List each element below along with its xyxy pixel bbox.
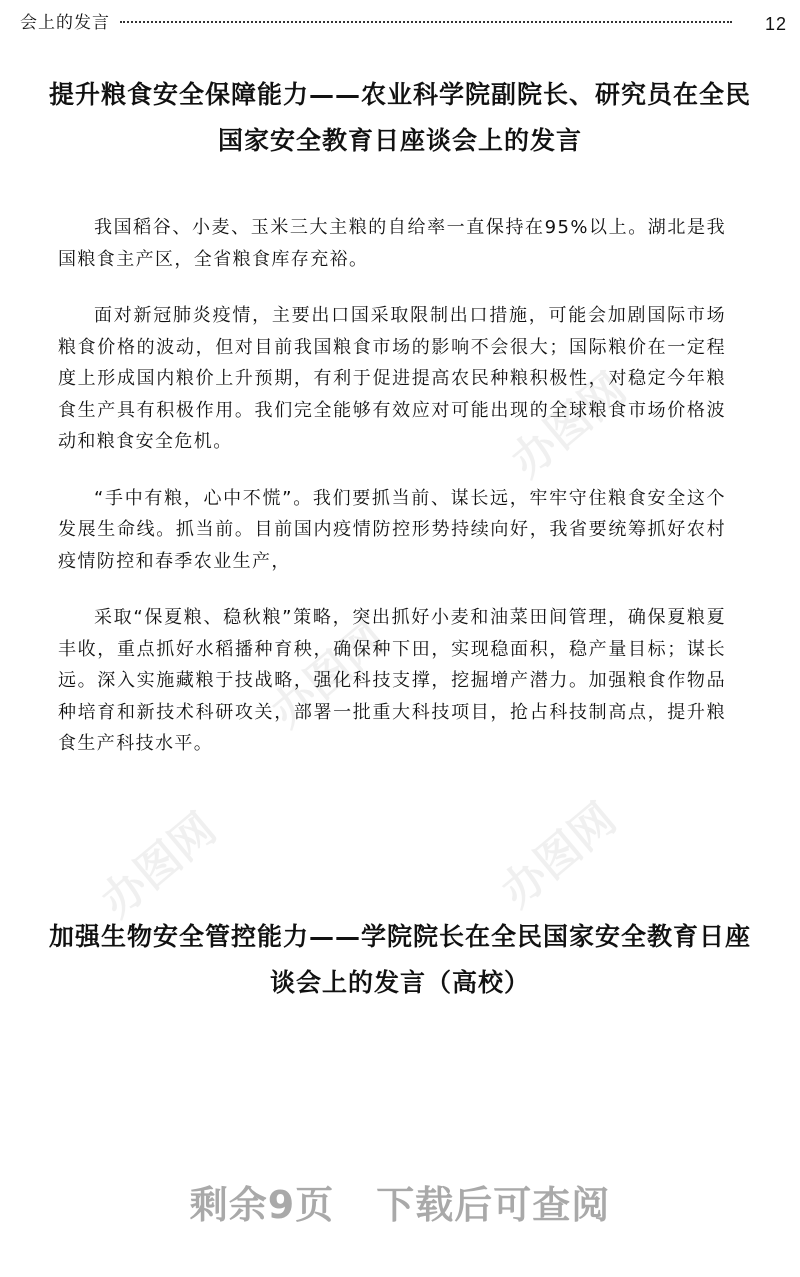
watermark: 办图网 bbox=[91, 803, 226, 928]
download-hint-text: 下载后可查阅 bbox=[376, 1183, 611, 1227]
paragraph: 采取“保夏粮、稳秋粮”策略，突出抓好小麦和油菜田间管理，确保夏粮夏丰收，重点抓好水稻播种育秧，确保种下田，实现稳面积，稳产量目标；谋长远。深入实施藏粮于技战略，强化科技支撑，挖掘增产潜力。加强粮食作物品种培育和新技术科研攻关，部署一批重大科技项目，抢占科技制高点，提升粮食生产科技水平。 bbox=[58, 607, 726, 754]
paragraph: 面对新冠肺炎疫情，主要出口国采取限制出口措施，可能会加剧国际市场粮食价格的波动，但对目前我国粮食市场的影响不会很大；国际粮价在一定程度上形成国内粮价上升预期，有利于促进提高农民种粮积极性，对稳定今年粮食生产具有积极作用。我们完全能够有效应对可能出现的全球粮食市场价格波动和粮食安全危机。 bbox=[58, 305, 726, 452]
paragraph: 我国稻谷、小麦、玉米三大主粮的自给率一直保持在95%以上。湖北是我国粮食主产区，全省粮食库存充裕。 bbox=[58, 217, 726, 270]
running-header bbox=[20, 8, 787, 38]
remaining-pages-text: 剩余9页 bbox=[189, 1183, 335, 1227]
section-title-line: 加强生物安全管控能力——学院院长在全民国家安全教育日座 bbox=[48, 922, 751, 951]
watermark: 办图网 bbox=[491, 793, 626, 918]
section-title bbox=[20, 914, 780, 1006]
page-number: 12 bbox=[764, 14, 787, 34]
watermark: 办图网 bbox=[261, 613, 396, 738]
dotted-leader bbox=[120, 21, 732, 23]
section-title bbox=[20, 72, 780, 164]
paragraph: “手中有粮，心中不慌”。我们要抓当前、谋长远，牢牢守住粮食安全这个发展生命线。抓当前。目前国内疫情防控形势持续向好，我省要统筹抓好农村疫情防控和春季农业生产， bbox=[58, 487, 726, 572]
download-banner[interactable] bbox=[0, 1174, 800, 1229]
section-title-line: 谈会上的发言（高校） bbox=[269, 968, 530, 997]
section-title-line: 国家安全教育日座谈会上的发言 bbox=[217, 126, 582, 155]
watermark: 办图网 bbox=[501, 363, 636, 488]
section-body bbox=[58, 212, 726, 785]
running-title: 会上的发言 bbox=[20, 13, 110, 33]
section-title-line: 提升粮食安全保障能力——农业科学院副院长、研究员在全民 bbox=[48, 80, 751, 109]
